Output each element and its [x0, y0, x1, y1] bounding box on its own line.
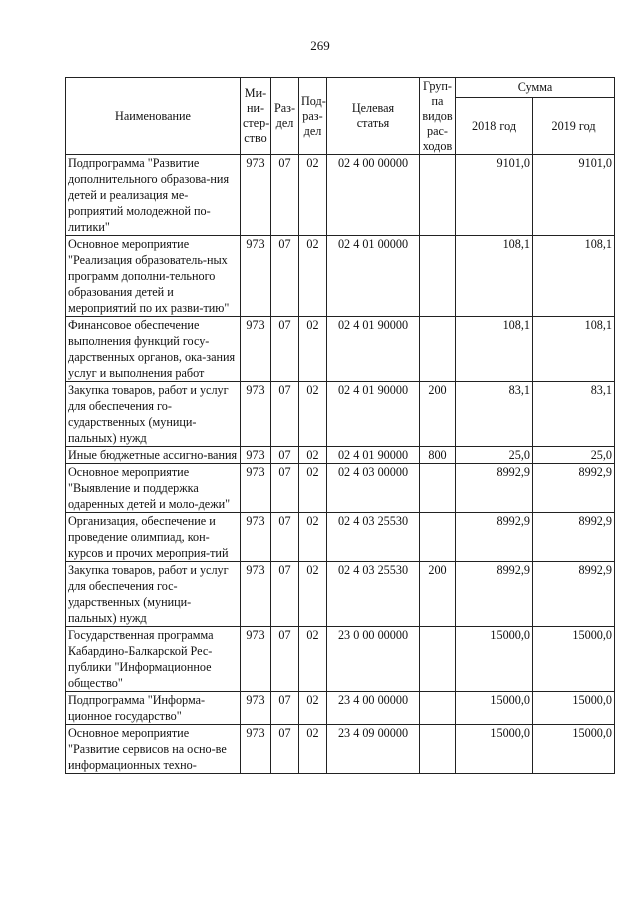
row-section: 07 — [271, 692, 299, 725]
row-target: 02 4 00 00000 — [327, 155, 420, 236]
row-group — [420, 692, 456, 725]
row-subsection: 02 — [299, 382, 327, 447]
row-sum-2019: 15000,0 — [533, 627, 615, 692]
table-body — [66, 155, 615, 774]
row-name: Основное мероприятие "Выявление и поддержка одаренных детей и моло-дежи" — [66, 464, 241, 513]
row-name: Финансовое обеспечение выполнения функций госу-дарственных органов, ока-зания услуг и выполнения работ — [66, 317, 241, 382]
row-sum-2018: 108,1 — [456, 236, 533, 317]
row-subsection: 02 — [299, 317, 327, 382]
row-subsection: 02 — [299, 513, 327, 562]
row-name: Государственная программа Кабардино-Балкарской Рес-публики "Информационное общество" — [66, 627, 241, 692]
row-section: 07 — [271, 627, 299, 692]
table-row — [66, 317, 615, 382]
row-target: 23 4 00 00000 — [327, 692, 420, 725]
row-ministry: 973 — [241, 692, 271, 725]
row-sum-2019: 8992,9 — [533, 513, 615, 562]
row-group — [420, 513, 456, 562]
row-name: Закупка товаров, работ и услуг для обеспечения гос-ударственных (муници-пальных) нужд — [66, 562, 241, 627]
row-target: 02 4 01 90000 — [327, 382, 420, 447]
header-target: Целевая статья — [327, 78, 420, 155]
row-target: 02 4 01 00000 — [327, 236, 420, 317]
row-subsection: 02 — [299, 464, 327, 513]
row-section: 07 — [271, 513, 299, 562]
row-section: 07 — [271, 382, 299, 447]
row-section: 07 — [271, 236, 299, 317]
budget-table — [65, 77, 615, 774]
row-ministry: 973 — [241, 317, 271, 382]
row-sum-2018: 8992,9 — [456, 464, 533, 513]
row-target: 02 4 01 90000 — [327, 317, 420, 382]
row-group: 200 — [420, 382, 456, 447]
table-row — [66, 725, 615, 774]
header-group: Груп- па видов рас- ходов — [420, 78, 456, 155]
header-year-2019: 2019 год — [533, 98, 615, 155]
row-section: 07 — [271, 447, 299, 464]
header-sum: Сумма — [456, 78, 615, 98]
row-group — [420, 236, 456, 317]
row-subsection: 02 — [299, 155, 327, 236]
header-name: Наименование — [66, 78, 241, 155]
row-group — [420, 725, 456, 774]
row-group — [420, 627, 456, 692]
table-header — [66, 78, 615, 155]
row-name: Подпрограмма "Информа-ционное государство" — [66, 692, 241, 725]
row-sum-2018: 9101,0 — [456, 155, 533, 236]
table-row — [66, 627, 615, 692]
row-subsection: 02 — [299, 725, 327, 774]
row-ministry: 973 — [241, 382, 271, 447]
table-row — [66, 155, 615, 236]
table-row — [66, 562, 615, 627]
header-ministry: Ми- ни- стер- ство — [241, 78, 271, 155]
row-ministry: 973 — [241, 447, 271, 464]
row-subsection: 02 — [299, 236, 327, 317]
row-subsection: 02 — [299, 627, 327, 692]
row-sum-2019: 15000,0 — [533, 725, 615, 774]
row-section: 07 — [271, 562, 299, 627]
row-ministry: 973 — [241, 627, 271, 692]
table-row — [66, 464, 615, 513]
row-sum-2019: 83,1 — [533, 382, 615, 447]
row-ministry: 973 — [241, 725, 271, 774]
page-number: 269 — [310, 38, 330, 53]
row-target: 02 4 03 25530 — [327, 562, 420, 627]
row-target: 02 4 03 25530 — [327, 513, 420, 562]
row-group — [420, 464, 456, 513]
row-sum-2018: 8992,9 — [456, 513, 533, 562]
row-group — [420, 155, 456, 236]
header-section: Раз- дел — [271, 78, 299, 155]
table-row — [66, 447, 615, 464]
row-subsection: 02 — [299, 447, 327, 464]
row-target: 02 4 03 00000 — [327, 464, 420, 513]
row-sum-2018: 15000,0 — [456, 725, 533, 774]
row-group: 800 — [420, 447, 456, 464]
row-sum-2019: 15000,0 — [533, 692, 615, 725]
row-name: Закупка товаров, работ и услуг для обеспечения го-сударственных (муници-пальных) нужд — [66, 382, 241, 447]
row-sum-2018: 8992,9 — [456, 562, 533, 627]
table-row — [66, 382, 615, 447]
row-sum-2018: 15000,0 — [456, 692, 533, 725]
row-sum-2018: 25,0 — [456, 447, 533, 464]
row-sum-2019: 25,0 — [533, 447, 615, 464]
row-name: Основное мероприятие "Развитие сервисов на осно-ве информационных техно- — [66, 725, 241, 774]
row-section: 07 — [271, 464, 299, 513]
table-row — [66, 692, 615, 725]
header-year-2018: 2018 год — [456, 98, 533, 155]
row-ministry: 973 — [241, 513, 271, 562]
row-name: Основное мероприятие "Реализация образователь-ных программ дополни-тельного образования детей и мероприятий по их разви-тию" — [66, 236, 241, 317]
row-sum-2018: 15000,0 — [456, 627, 533, 692]
row-ministry: 973 — [241, 562, 271, 627]
row-group: 200 — [420, 562, 456, 627]
table-row — [66, 236, 615, 317]
row-sum-2019: 8992,9 — [533, 562, 615, 627]
row-subsection: 02 — [299, 692, 327, 725]
row-sum-2018: 108,1 — [456, 317, 533, 382]
table-row — [66, 513, 615, 562]
row-sum-2018: 83,1 — [456, 382, 533, 447]
row-section: 07 — [271, 317, 299, 382]
row-name: Подпрограмма "Развитие дополнительного образова-ния детей и реализация ме-роприятий молодежной по-литики" — [66, 155, 241, 236]
row-ministry: 973 — [241, 236, 271, 317]
row-group — [420, 317, 456, 382]
row-ministry: 973 — [241, 155, 271, 236]
row-section: 07 — [271, 155, 299, 236]
row-name: Организация, обеспечение и проведение олимпиад, кон-курсов и прочих мероприя-тий — [66, 513, 241, 562]
row-ministry: 973 — [241, 464, 271, 513]
row-target: 23 4 09 00000 — [327, 725, 420, 774]
row-target: 23 0 00 00000 — [327, 627, 420, 692]
row-section: 07 — [271, 725, 299, 774]
row-subsection: 02 — [299, 562, 327, 627]
header-subsection: Под- раз- дел — [299, 78, 327, 155]
row-sum-2019: 108,1 — [533, 236, 615, 317]
row-sum-2019: 9101,0 — [533, 155, 615, 236]
row-sum-2019: 8992,9 — [533, 464, 615, 513]
row-target: 02 4 01 90000 — [327, 447, 420, 464]
row-name: Иные бюджетные ассигно-вания — [66, 447, 241, 464]
row-sum-2019: 108,1 — [533, 317, 615, 382]
